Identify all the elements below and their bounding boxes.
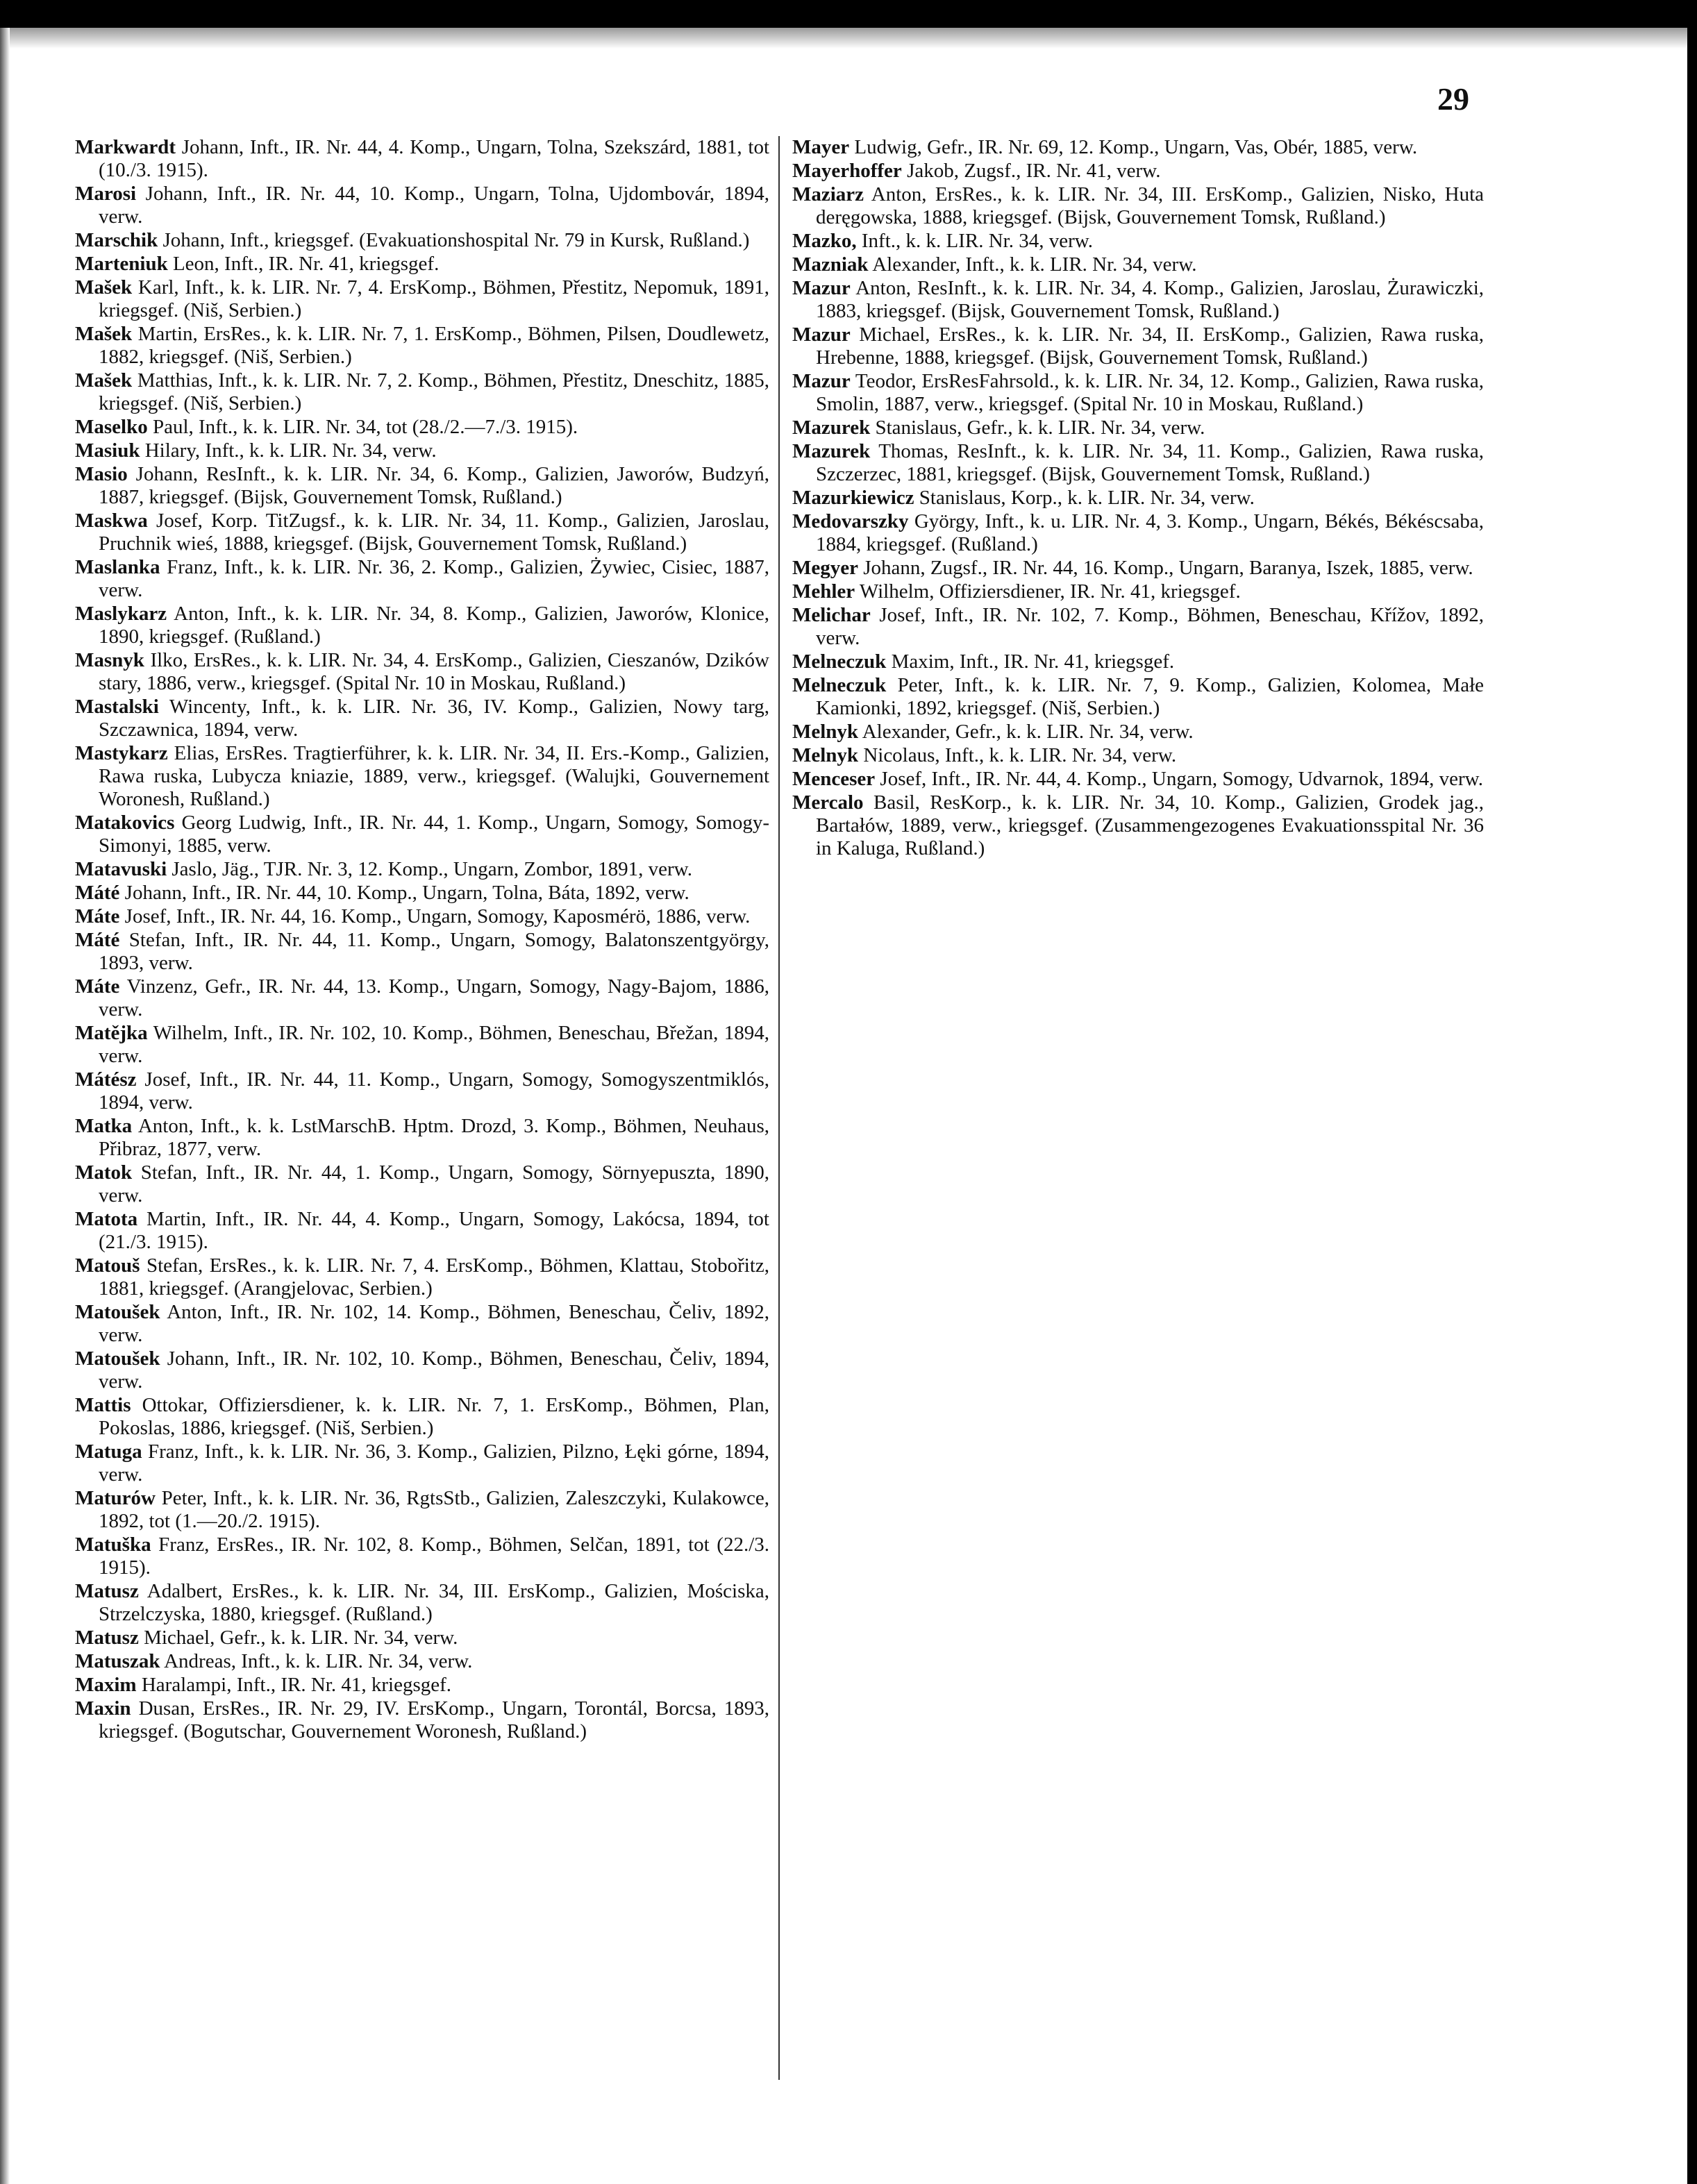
register-entry [792, 674, 1484, 720]
entry-details: Josef, Inft., IR. Nr. 44, 11. Komp., Ungarn, Somogy, Somogyszentmiklós, 1894, verw. [99, 1068, 769, 1114]
register-entry [792, 183, 1484, 229]
entry-surname: Mátész [75, 1068, 137, 1091]
entry-surname: Matota [75, 1208, 138, 1230]
entry-details: Ilko, ErsRes., k. k. LIR. Nr. 34, 4. ErsKomp., Galizien, Cieszanów, Dzików stary, 1886, verw., kriegsgef. (Spital Nr. 10 in Moskau, Rußland.) [99, 649, 769, 694]
entry-surname: Mayer [792, 136, 850, 158]
entry-surname: Maskwa [75, 510, 148, 532]
entry-surname: Matusz [75, 1627, 139, 1649]
register-entry [792, 417, 1484, 439]
entry-details: Stefan, Inft., IR. Nr. 44, 1. Komp., Ungarn, Somogy, Sörnyepuszta, 1890, verw. [99, 1161, 769, 1207]
entry-surname: Máté [75, 882, 120, 904]
entry-details: Josef, Inft., IR. Nr. 102, 7. Komp., Böhmen, Beneschau, Křížov, 1892, verw. [816, 604, 1484, 649]
entry-details: Stefan, ErsRes., k. k. LIR. Nr. 7, 4. ErsKomp., Böhmen, Klattau, Stobořitz, 1881, kriegsgef. (Arangjelovac, Serbien.) [99, 1254, 769, 1300]
entry-details: Johann, Inft., IR. Nr. 44, 10. Komp., Ungarn, Tolna, Ujdombovár, 1894, verw. [99, 183, 769, 228]
register-entry [75, 439, 769, 462]
register-entry [792, 791, 1484, 860]
register-entry [792, 557, 1484, 580]
left-column [75, 136, 769, 1744]
register-entry [792, 253, 1484, 276]
register-entry [75, 929, 769, 975]
entry-surname: Mazko, [792, 230, 857, 252]
register-entry [792, 510, 1484, 556]
register-entry [75, 603, 769, 648]
entry-details: Anton, ResInft., k. k. LIR. Nr. 34, 4. Komp., Galizien, Jaroslau, Żurawiczki, 1883, kriegsgef. (Bijsk, Gouvernement Tomsk, Rußland.) [816, 277, 1485, 322]
entry-surname: Melichar [792, 604, 871, 626]
entry-details: Maxim, Inft., IR. Nr. 41, kriegsgef. [891, 650, 1175, 673]
entry-details: György, Inft., k. u. LIR. Nr. 4, 3. Komp., Ungarn, Békés, Békéscsaba, 1884, kriegsgef. (Rußland.) [816, 510, 1484, 555]
entry-surname: Maziarz [792, 183, 864, 205]
entry-surname: Marteniuk [75, 253, 168, 275]
register-entry [75, 905, 769, 928]
entry-surname: Matuška [75, 1534, 151, 1556]
register-entry [75, 649, 769, 695]
register-entry [75, 183, 769, 228]
entry-details: Franz, ErsRes., IR. Nr. 102, 8. Komp., Böhmen, Selčan, 1891, tot (22./3. 1915). [99, 1534, 770, 1579]
entry-surname: Masiuk [75, 439, 140, 462]
register-entry [75, 323, 769, 369]
register-entry [75, 882, 769, 905]
entry-details: Wilhelm, Offiziersdiener, IR. Nr. 41, kriegsgef. [859, 580, 1241, 603]
entry-surname: Mastykarz [75, 742, 168, 764]
entry-details: Wilhelm, Inft., IR. Nr. 102, 10. Komp., Böhmen, Beneschau, Břežan, 1894, verw. [99, 1022, 770, 1067]
entry-surname: Matavuski [75, 858, 167, 880]
entry-surname: Mašek [75, 276, 133, 299]
entry-details: Leon, Inft., IR. Nr. 41, kriegsgef. [172, 253, 440, 275]
entry-surname: Mazur [792, 324, 851, 346]
register-entry [75, 858, 769, 881]
entry-surname: Mehler [792, 580, 855, 603]
entry-details: Jaslo, Jäg., TJR. Nr. 3, 12. Komp., Ungarn, Zombor, 1891, verw. [172, 858, 692, 880]
register-entry [75, 1697, 769, 1743]
register-entry [75, 696, 769, 741]
register-entry [75, 1068, 769, 1114]
entry-surname: Mazur [792, 277, 851, 299]
entry-surname: Matouš [75, 1254, 140, 1277]
entry-details: Andreas, Inft., k. k. LIR. Nr. 34, verw. [164, 1650, 473, 1672]
entry-surname: Maturów [75, 1487, 156, 1509]
register-entry [75, 1487, 769, 1533]
register-entry [75, 975, 769, 1021]
register-entry [75, 1627, 769, 1649]
register-entry [792, 580, 1484, 603]
entry-details: Johann, Inft., IR. Nr. 44, 10. Komp., Ungarn, Tolna, Báta, 1892, verw. [124, 882, 689, 904]
entry-surname: Matka [75, 1115, 133, 1137]
register-entry [75, 253, 769, 276]
entry-surname: Maslanka [75, 556, 160, 578]
entry-details: Ludwig, Gefr., IR. Nr. 69, 12. Komp., Ungarn, Vas, Obér, 1885, verw. [854, 136, 1418, 158]
register-entry [75, 276, 769, 322]
entry-surname: Megyer [792, 557, 858, 579]
register-entry [75, 416, 769, 439]
entry-details: Johann, Inft., kriegsgef. (Evakuationshospital Nr. 79 in Kursk, Rußland.) [162, 229, 750, 251]
entry-details: Karl, Inft., k. k. LIR. Nr. 7, 4. ErsKomp., Böhmen, Přestitz, Nepomuk, 1891, kriegsgef. (Niš, Serbien.) [99, 276, 770, 321]
entry-details: Elias, ErsRes. Tragtierführer, k. k. LIR. Nr. 34, II. Ers.-Komp., Galizien, Rawa ruska, Lubycza kniazie, 1889, verw., kriegsgef. (Walujki, Gouvernement Woronesh, Rußland.) [99, 742, 769, 810]
entry-details: Stanislaus, Gefr., k. k. LIR. Nr. 34, verw. [875, 417, 1205, 439]
entry-details: Vinzenz, Gefr., IR. Nr. 44, 13. Komp., Ungarn, Somogy, Nagy-Bajom, 1886, verw. [99, 975, 769, 1020]
register-entry [75, 369, 769, 415]
entry-details: Josef, Korp. TitZugsf., k. k. LIR. Nr. 34, 11. Komp., Galizien, Jaroslau, Pruchnik wieś, 1888, kriegsgef. (Bijsk, Gouvernement Tomsk, Rußland.) [99, 510, 770, 555]
register-entry [792, 650, 1484, 673]
entry-surname: Matok [75, 1161, 133, 1184]
entry-surname: Melnyk [792, 721, 859, 743]
entry-surname: Mastalski [75, 696, 159, 718]
entry-details: Alexander, Gefr., k. k. LIR. Nr. 34, verw. [862, 721, 1194, 743]
entry-details: Adalbert, ErsRes., k. k. LIR. Nr. 34, III. ErsKomp., Galizien, Mościska, Strzelczyska, 1880, kriegsgef. (Rußland.) [99, 1580, 769, 1625]
entry-details: Franz, Inft., k. k. LIR. Nr. 36, 2. Komp., Galizien, Żywiec, Cisiec, 1887, verw. [99, 556, 769, 601]
entry-surname: Mašek [75, 323, 133, 345]
entry-details: Peter, Inft., k. k. LIR. Nr. 7, 9. Komp., Galizien, Kolomea, Małe Kamionki, 1892, kriegsgef. (Niš, Serbien.) [816, 674, 1484, 719]
register-entry [75, 510, 769, 555]
entry-surname: Maxin [75, 1697, 131, 1720]
entry-details: Dusan, ErsRes., IR. Nr. 29, IV. ErsKomp., Ungarn, Torontál, Borcsa, 1893, kriegsgef. (Bogutschar, Gouvernement Woronesh, Rußland.) [99, 1697, 769, 1742]
page-shadow-top [0, 28, 1687, 49]
entry-surname: Melneczuk [792, 674, 887, 696]
right-column [792, 136, 1484, 861]
entry-surname: Maselko [75, 416, 148, 438]
entry-details: Wincenty, Inft., k. k. LIR. Nr. 36, IV. Komp., Galizien, Nowy targ, Szczawnica, 1894, verw. [99, 696, 769, 741]
entry-surname: Matuga [75, 1440, 142, 1463]
column-divider [778, 136, 780, 2080]
entry-surname: Menceser [792, 768, 876, 790]
entry-surname: Máte [75, 905, 120, 927]
register-entry [75, 1115, 769, 1161]
entry-surname: Máté [75, 929, 120, 951]
entry-details: Stefan, Inft., IR. Nr. 44, 11. Komp., Ungarn, Somogy, Balatonszentgyörgy, 1893, verw. [99, 929, 769, 974]
entry-details: Johann, ResInft., k. k. LIR. Nr. 34, 6. Komp., Galizien, Jaworów, Budzyń, 1887, kriegsgef. (Bijsk, Gouvernement Tomsk, Rußland.) [99, 463, 770, 508]
register-entry [75, 1161, 769, 1207]
entry-details: Matthias, Inft., k. k. LIR. Nr. 7, 2. Komp., Böhmen, Přestitz, Dneschitz, 1885, kriegsgef. (Niš, Serbien.) [99, 369, 769, 414]
entry-details: Inft., k. k. LIR. Nr. 34, verw. [861, 230, 1094, 252]
entry-details: Michael, ErsRes., k. k. LIR. Nr. 34, II. ErsKomp., Galizien, Rawa ruska, Hrebenne, 1888, kriegsgef. (Bijsk, Gouvernement Tomsk, Rußland.) [816, 324, 1484, 369]
entry-details: Johann, Inft., IR. Nr. 44, 4. Komp., Ungarn, Tolna, Szekszárd, 1881, tot (10./3. 1915). [99, 136, 769, 181]
entry-surname: Matusz [75, 1580, 139, 1602]
entry-surname: Marosi [75, 183, 137, 205]
entry-details: Hilary, Inft., k. k. LIR. Nr. 34, verw. [144, 439, 437, 462]
entry-details: Josef, Inft., IR. Nr. 44, 16. Komp., Ungarn, Somogy, Kaposmérö, 1886, verw. [124, 905, 751, 927]
entry-surname: Masnyk [75, 649, 144, 671]
entry-surname: Melnyk [792, 744, 859, 766]
register-entry [792, 744, 1484, 767]
entry-surname: Markwardt [75, 136, 176, 158]
entry-details: Franz, Inft., k. k. LIR. Nr. 36, 3. Komp., Galizien, Pilzno, Łęki górne, 1894, verw. [99, 1440, 770, 1486]
entry-details: Anton, ErsRes., k. k. LIR. Nr. 34, III. ErsKomp., Galizien, Nisko, Huta deręgowska, 1888, kriegsgef. (Bijsk, Gouvernement Tomsk, Rußland.) [816, 183, 1484, 228]
register-entry [75, 1650, 769, 1673]
register-entry [792, 230, 1484, 253]
entry-details: Nicolaus, Inft., k. k. LIR. Nr. 34, verw. [863, 744, 1177, 766]
entry-details: Anton, Inft., k. k. LIR. Nr. 34, 8. Komp., Galizien, Jaworów, Klonice, 1890, kriegsgef. (Rußland.) [99, 603, 769, 648]
entry-details: Johann, Inft., IR. Nr. 102, 10. Komp., Böhmen, Beneschau, Čeliv, 1894, verw. [99, 1347, 769, 1393]
entry-details: Johann, Zugsf., IR. Nr. 44, 16. Komp., Ungarn, Baranya, Iszek, 1885, verw. [863, 557, 1473, 579]
register-entry [792, 160, 1484, 183]
page-shadow-left [0, 28, 10, 2184]
register-entry [792, 487, 1484, 510]
entry-details: Martin, ErsRes., k. k. LIR. Nr. 7, 1. ErsKomp., Böhmen, Pilsen, Doudlewetz, 1882, kriegsgef. (Niš, Serbien.) [99, 323, 770, 368]
register-entry [75, 742, 769, 811]
register-entry [792, 136, 1484, 159]
register-entry [75, 812, 769, 857]
register-entry [792, 768, 1484, 791]
register-entry [792, 370, 1484, 416]
register-entry [75, 1254, 769, 1300]
register-entry [75, 1394, 769, 1440]
register-entry [75, 1440, 769, 1486]
entry-details: Paul, Inft., k. k. LIR. Nr. 34, tot (28./2.—7./3. 1915). [152, 416, 578, 438]
register-entry [75, 556, 769, 602]
entry-surname: Mercalo [792, 791, 864, 814]
register-entry [792, 277, 1484, 323]
register-entry [75, 229, 769, 252]
entry-surname: Máte [75, 975, 120, 998]
register-entry [75, 136, 769, 182]
register-entry [75, 1347, 769, 1393]
register-entry [75, 1208, 769, 1254]
entry-details: Jakob, Zugsf., IR. Nr. 41, verw. [907, 160, 1161, 182]
register-entry [75, 463, 769, 509]
entry-details: Stanislaus, Korp., k. k. LIR. Nr. 34, verw. [919, 487, 1255, 509]
entry-details: Ottokar, Offiziersdiener, k. k. LIR. Nr. 7, 1. ErsKomp., Böhmen, Plan, Pokoslas, 1886, kriegsgef. (Niš, Serbien.) [99, 1394, 769, 1439]
entry-details: Peter, Inft., k. k. LIR. Nr. 36, RgtsStb., Galizien, Zaleszczyki, Kulakowce, 1892, tot (1.—20./2. 1915). [99, 1487, 770, 1532]
entry-details: Michael, Gefr., k. k. LIR. Nr. 34, verw. [144, 1627, 458, 1649]
register-entry [75, 1022, 769, 1068]
entry-details: Anton, Inft., k. k. LstMarschB. Hptm. Drozd, 3. Komp., Böhmen, Neuhaus, Přibraz, 1877, verw. [99, 1115, 769, 1160]
entry-details: Thomas, ResInft., k. k. LIR. Nr. 34, 11. Komp., Galizien, Rawa ruska, Szczerzec, 1881, kriegsgef. (Bijsk, Gouvernement Tomsk, Rußland.) [816, 440, 1484, 485]
entry-surname: Mayerhoffer [792, 160, 902, 182]
entry-details: Martin, Inft., IR. Nr. 44, 4. Komp., Ungarn, Somogy, Lakócsa, 1894, tot (21./3. 1915). [99, 1208, 769, 1253]
register-entry [75, 1674, 769, 1697]
entry-surname: Mazur [792, 370, 851, 392]
entry-surname: Mazurek [792, 417, 871, 439]
entry-details: Georg Ludwig, Inft., IR. Nr. 44, 1. Komp., Ungarn, Somogy, Somogy-Simonyi, 1885, verw. [99, 812, 770, 857]
entry-details: Alexander, Inft., k. k. LIR. Nr. 34, verw. [872, 253, 1197, 276]
register-entry [792, 721, 1484, 744]
entry-surname: Melneczuk [792, 650, 887, 673]
entry-surname: Matějka [75, 1022, 148, 1044]
entry-surname: Matakovics [75, 812, 175, 834]
entry-surname: Masio [75, 463, 128, 485]
entry-surname: Matoušek [75, 1301, 160, 1323]
entry-surname: Maxim [75, 1674, 137, 1696]
entry-surname: Mazurek [792, 440, 871, 462]
entry-surname: Medovarszky [792, 510, 909, 532]
page-number: 29 [1437, 81, 1469, 117]
entry-surname: Mazniak [792, 253, 869, 276]
entry-details: Anton, Inft., IR. Nr. 102, 14. Komp., Böhmen, Beneschau, Čeliv, 1892, verw. [99, 1301, 770, 1346]
entry-details: Josef, Inft., IR. Nr. 44, 4. Komp., Ungarn, Somogy, Udvarnok, 1894, verw. [880, 768, 1483, 790]
entry-details: Haralampi, Inft., IR. Nr. 41, kriegsgef. [141, 1674, 452, 1696]
entry-surname: Mattis [75, 1394, 131, 1416]
register-entry [792, 604, 1484, 650]
entry-details: Teodor, ErsResFahrsold., k. k. LIR. Nr. 34, 12. Komp., Galizien, Rawa ruska, Smolin, 1887, verw., kriegsgef. (Spital Nr. 10 in Moskau, Rußland.) [816, 370, 1484, 415]
entry-surname: Marschik [75, 229, 158, 251]
register-entry [75, 1580, 769, 1626]
entry-surname: Mazurkiewicz [792, 487, 914, 509]
entry-surname: Mašek [75, 369, 133, 392]
entry-details: Basil, ResKorp., k. k. LIR. Nr. 34, 10. Komp., Galizien, Grodek jag., Bartałów, 1889, verw., kriegsgef. (Zusammengezogenes Evakuationsspital Nr. 36 in Kaluga, Rußland.) [816, 791, 1484, 859]
register-entry [792, 440, 1484, 486]
register-entry [75, 1301, 769, 1347]
register-entry [792, 324, 1484, 369]
entry-surname: Matuszak [75, 1650, 160, 1672]
entry-surname: Matoušek [75, 1347, 160, 1370]
register-entry [75, 1534, 769, 1579]
entry-surname: Maslykarz [75, 603, 167, 625]
